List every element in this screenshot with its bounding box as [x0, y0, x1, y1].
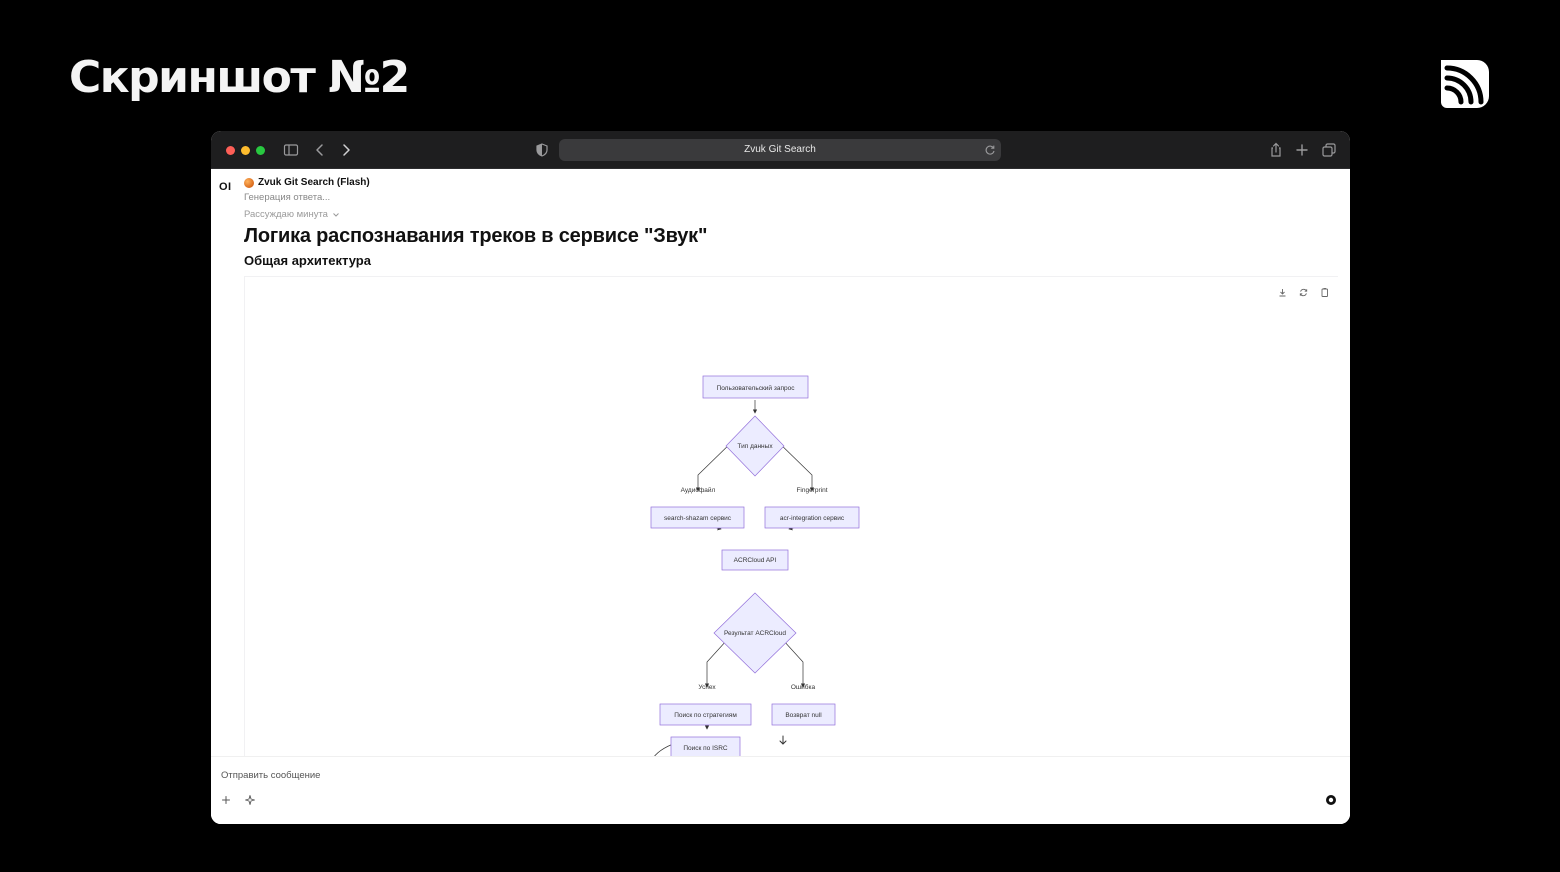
generation-status: Генерация ответа... — [244, 192, 331, 203]
edge-error-label: Ошибка — [790, 684, 816, 691]
node-acr-result — [714, 593, 796, 673]
node-request — [703, 376, 808, 398]
forward-icon[interactable] — [337, 141, 355, 159]
app-logo[interactable]: OI — [219, 181, 232, 193]
node-shazam — [651, 507, 744, 528]
new-tab-icon[interactable] — [1293, 141, 1311, 159]
model-header — [244, 177, 370, 188]
back-icon[interactable] — [311, 141, 329, 159]
tabs-icon[interactable] — [1320, 141, 1338, 159]
minimize-window-button[interactable] — [241, 146, 250, 155]
integrations-icon[interactable] — [244, 793, 256, 805]
answer-subheading: Общая архитектура — [244, 253, 371, 268]
reload-icon[interactable] — [983, 143, 997, 157]
chevron-down-icon — [332, 211, 340, 219]
node-return-null — [772, 704, 835, 725]
mermaid-diagram-panel — [244, 276, 1338, 788]
message-input[interactable] — [221, 768, 821, 782]
attach-plus-icon[interactable] — [220, 793, 232, 805]
edge-success-label: Успех — [698, 684, 716, 691]
node-strategies — [660, 704, 751, 725]
chat-content — [211, 169, 1350, 824]
node-return-null-label: Возврат null — [785, 712, 822, 719]
node-acr-integration-label: acr-integration сервис — [779, 515, 845, 522]
shield-icon[interactable] — [533, 141, 551, 159]
node-data-type-label: Тип данных — [737, 443, 773, 450]
node-acr-api-label: ACRCloud API — [733, 557, 777, 564]
node-isrc — [671, 737, 740, 758]
address-bar[interactable] — [559, 139, 1001, 161]
node-strategies-label: Поиск по стратегиям — [674, 712, 737, 719]
message-composer — [211, 756, 1350, 824]
node-shazam-label: search-shazam сервис — [663, 515, 732, 522]
zoom-window-button[interactable] — [256, 146, 265, 155]
speech-bubble-wave-logo-icon — [1433, 52, 1493, 112]
model-name: Zvuk Git Search (Flash) — [258, 177, 370, 188]
node-acr-integration — [765, 507, 859, 528]
sidebar-icon[interactable] — [282, 141, 300, 159]
edge-audio-label: Аудиофайл — [680, 487, 716, 494]
node-acr-api — [722, 550, 788, 570]
node-request-label: Пользовательский запрос — [716, 385, 795, 392]
close-window-button[interactable] — [226, 146, 235, 155]
slide-title: Скриншот №2 — [69, 52, 409, 103]
browser-toolbar — [211, 131, 1350, 169]
share-icon[interactable] — [1267, 141, 1285, 159]
browser-window — [211, 131, 1350, 824]
edge-fingerprint-label: Fingerprint — [796, 487, 828, 494]
model-avatar-icon — [244, 178, 254, 188]
flowchart — [245, 277, 1339, 789]
thinking-label: Рассуждаю минута — [244, 209, 328, 220]
answer-heading: Логика распознавания треков в сервисе "Звук" — [244, 225, 708, 247]
scroll-down-icon[interactable] — [776, 733, 790, 747]
node-isrc-label: Поиск по ISRC — [683, 745, 728, 752]
node-acr-result-label: Результат ACRCloud — [723, 630, 787, 637]
address-text: Zvuk Git Search — [744, 144, 816, 155]
thinking-toggle[interactable] — [244, 209, 340, 220]
node-data-type — [726, 416, 784, 476]
voice-mode-icon[interactable] — [1325, 793, 1337, 805]
